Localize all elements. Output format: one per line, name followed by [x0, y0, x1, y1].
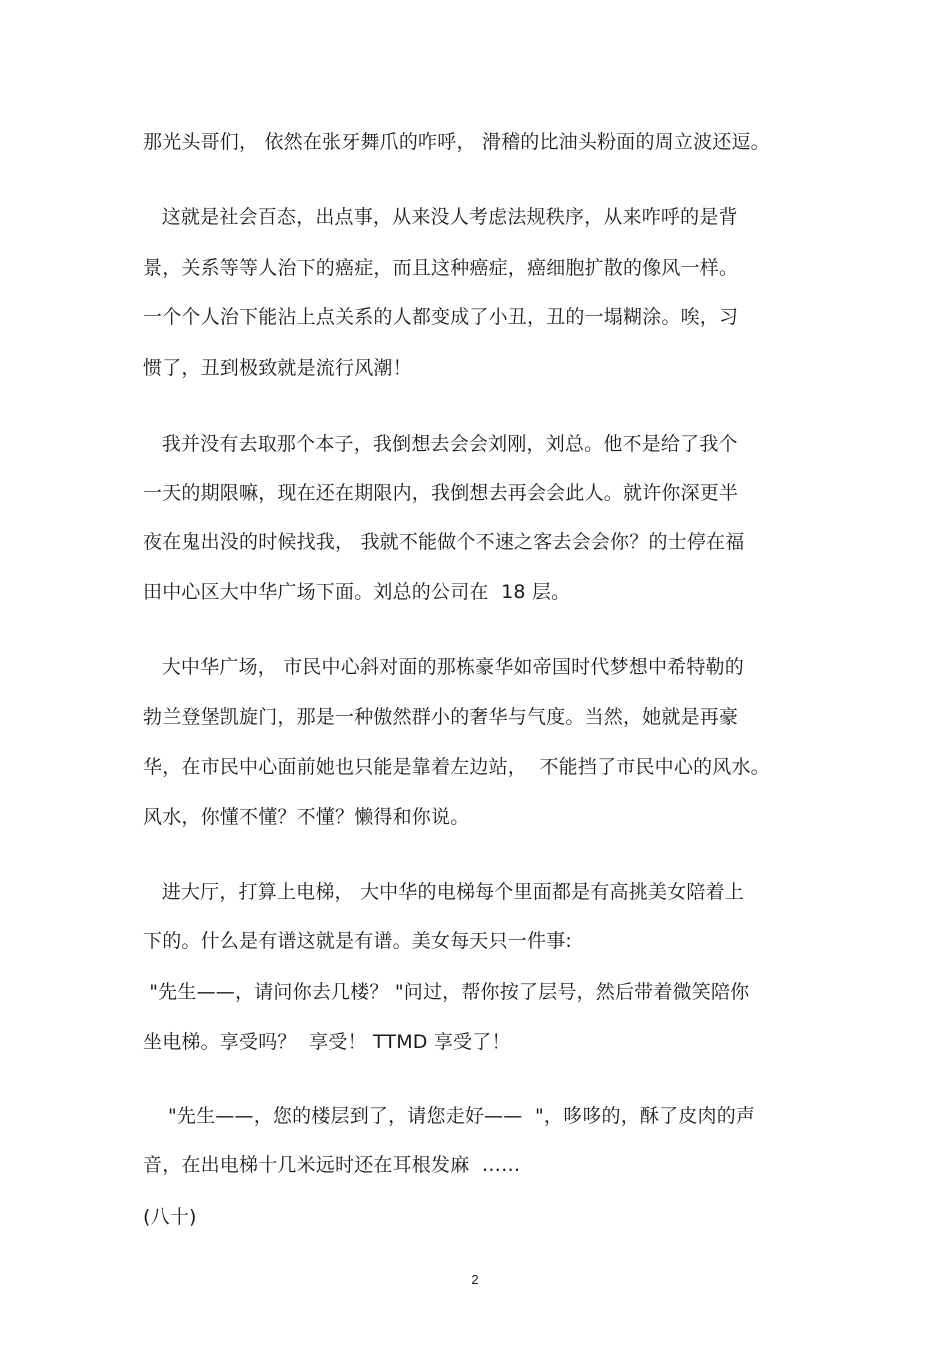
text-line: 一个个人治下能沾上点关系的人都变成了小丑，丑的一塌糊涂。唉，习	[143, 306, 739, 328]
text-line: 景，关系等等人治下的癌症，而且这种癌症，癌细胞扩散的像风一样。	[143, 257, 739, 279]
text-line: 下的。什么是有谱这就是有谱。美女每天只一件事:	[143, 930, 573, 952]
text-line: 田中心区大中华广场下面。刘总的公司在 18 层。	[143, 581, 571, 603]
section-heading: (八十)	[143, 1206, 197, 1228]
text-line: "先生——，您的楼层到了，请您走好—— "，哆哆的，酥了皮肉的声	[143, 1105, 756, 1127]
text-line: 风水，你懂不懂？不懂？懒得和你说。	[143, 806, 470, 828]
text-line: 进大厅，打算上电梯， 大中华的电梯每个里面都是有高挑美女陪着上	[143, 881, 744, 903]
text-line: 大中华广场， 市民中心斜对面的那栋豪华如帝国时代梦想中希特勒的	[143, 656, 744, 678]
text-line: 那光头哥们， 依然在张牙舞爪的咋呼， 滑稽的比油头粉面的周立波还逗。	[143, 131, 770, 153]
text-line: 夜在鬼出没的时候找我， 我就不能做个不速之客去会会你？的士停在福	[143, 531, 745, 553]
text-line: "先生——，请问你去几楼？ "问过，帮你按了层号，然后带着微笑陪你	[143, 981, 750, 1003]
text-line: 音，在出电梯十几米远时还在耳根发麻 ……	[143, 1154, 521, 1176]
text-line: 华，在市民中心面前她也只能是靠着左边站， 不能挡了市民中心的风水。	[143, 756, 770, 778]
text-line: 坐电梯。享受吗？ 享受！ TTMD 享受了！	[143, 1031, 511, 1053]
page-number: 2	[471, 1272, 479, 1287]
text-line: 勃兰登堡凯旋门，那是一种傲然群小的奢华与气度。当然，她就是再豪	[143, 706, 739, 728]
text-line: 一天的期限嘛，现在还在期限内，我倒想去再会会此人。就许你深更半	[143, 482, 739, 504]
text-line: 我并没有去取那个本子，我倒想去会会刘刚，刘总。他不是给了我个	[143, 433, 738, 455]
text-line: 这就是社会百态，出点事，从来没人考虑法规秩序，从来咋呼的是背	[143, 206, 738, 228]
text-line: 惯了，丑到极致就是流行风潮！	[143, 357, 412, 379]
